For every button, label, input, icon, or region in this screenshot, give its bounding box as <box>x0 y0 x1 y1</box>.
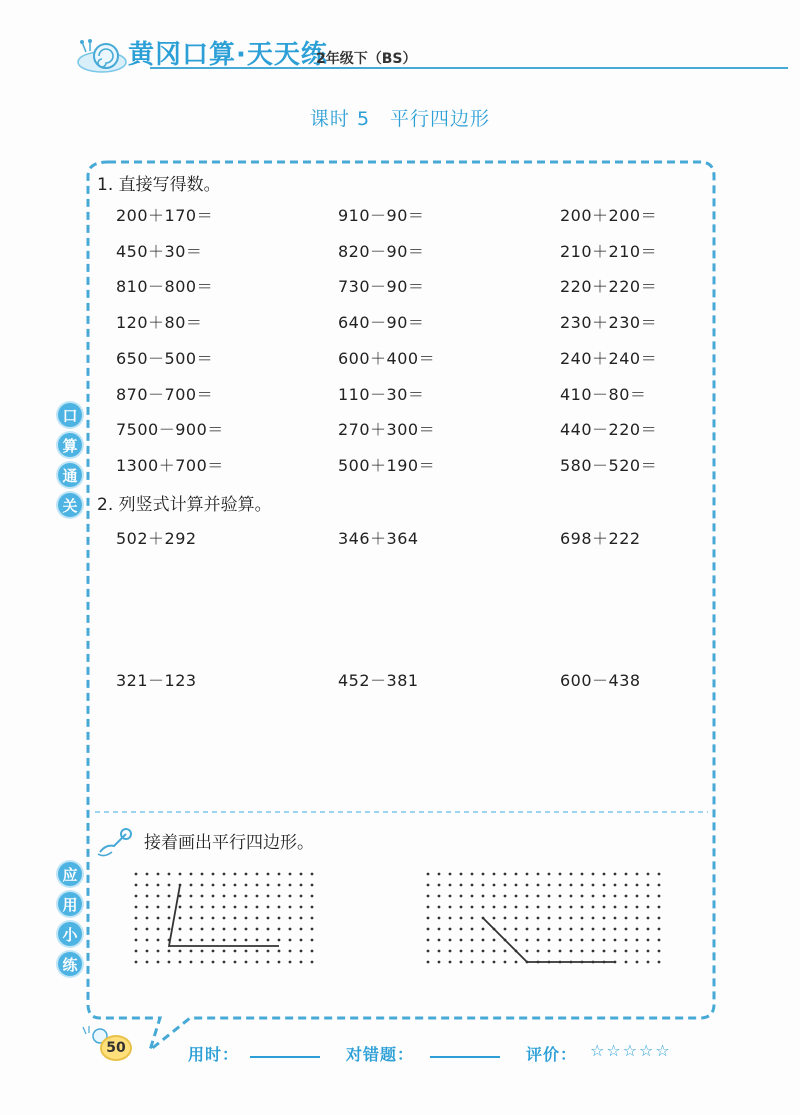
side-tag-char: 算 <box>58 433 82 457</box>
calc-problem: 640－90＝ <box>338 313 425 333</box>
side-tag-oral <box>58 403 84 523</box>
calc-problem: 200＋200＝ <box>560 206 658 225</box>
calc-problem: 450＋30＝ <box>116 241 203 261</box>
side-tag-char: 练 <box>58 952 82 976</box>
calc-problem: 730－90＝ <box>338 277 425 297</box>
side-tag-char: 通 <box>58 463 82 487</box>
page-number: 50 <box>100 1035 132 1061</box>
calc-problem: 220＋220＝ <box>560 277 658 297</box>
side-tag-char: 应 <box>58 862 82 886</box>
calc-problem: 440－220＝ <box>560 420 658 440</box>
calc-problem: 270＋300＝ <box>338 420 436 440</box>
brand-title: 黄冈口算·天天练 <box>128 40 328 70</box>
vertical-calc-problem: 600－438 <box>560 671 641 690</box>
vertical-calc-problem: 346＋364 <box>338 529 419 548</box>
vertical-calc-problem: 502＋292 <box>116 529 197 548</box>
calc-problem: 910－90＝ <box>338 206 425 225</box>
calc-problem: 7500－900＝ <box>116 420 224 440</box>
application-title: 接着画出平行四边形。 <box>144 833 314 853</box>
calc-problem: 580－520＝ <box>560 455 658 475</box>
rating-label: 评价： <box>526 1045 578 1064</box>
side-tag-char: 小 <box>58 922 82 946</box>
vertical-calc-problem: 452－381 <box>338 671 419 690</box>
calc-problem: 600＋400＝ <box>338 348 436 368</box>
side-tag-char: 关 <box>58 493 82 517</box>
time-label: 用时： <box>188 1045 240 1064</box>
calc-problem: 110－30＝ <box>338 384 425 404</box>
calc-problem: 200＋170＝ <box>116 206 214 225</box>
calc-problem: 230＋230＝ <box>560 313 658 333</box>
calc-problem: 650－500＝ <box>116 348 214 368</box>
calc-problem: 500＋190＝ <box>338 455 436 475</box>
side-tag-char: 口 <box>58 403 82 427</box>
vertical-calc-problem: 698＋222 <box>560 529 641 548</box>
errors-label: 对错题： <box>346 1045 415 1064</box>
lesson-title: 课时 5 平行四边形 <box>309 108 491 130</box>
drawn-side <box>169 885 279 946</box>
dot-grid-right <box>420 866 670 978</box>
pencil-hand-icon <box>96 826 136 860</box>
grade-label: 2年级下（BS） <box>316 51 417 67</box>
section1-title: 1. 直接写得数。 <box>97 175 221 195</box>
section2-title: 2. 列竖式计算并验算。 <box>97 495 272 515</box>
side-tag-application <box>58 862 84 982</box>
calc-problem: 820－90＝ <box>338 241 425 261</box>
side-tag-char: 用 <box>58 892 82 916</box>
calc-problem: 410－80＝ <box>560 384 647 404</box>
calc-problem: 120＋80＝ <box>116 313 203 333</box>
calc-problem: 1300＋700＝ <box>116 455 224 475</box>
time-answer-line[interactable] <box>250 1056 320 1058</box>
calc-problem: 240＋240＝ <box>560 348 658 368</box>
calc-problem: 210＋210＝ <box>560 241 658 261</box>
errors-answer-line[interactable] <box>430 1056 500 1058</box>
calc-problem: 810－800＝ <box>116 277 214 297</box>
vertical-calc-problem: 321－123 <box>116 671 197 690</box>
calc-problem: 870－700＝ <box>116 384 214 404</box>
dot-grid-left <box>128 866 318 978</box>
rating-stars[interactable]: ☆☆☆☆☆ <box>590 1041 672 1060</box>
